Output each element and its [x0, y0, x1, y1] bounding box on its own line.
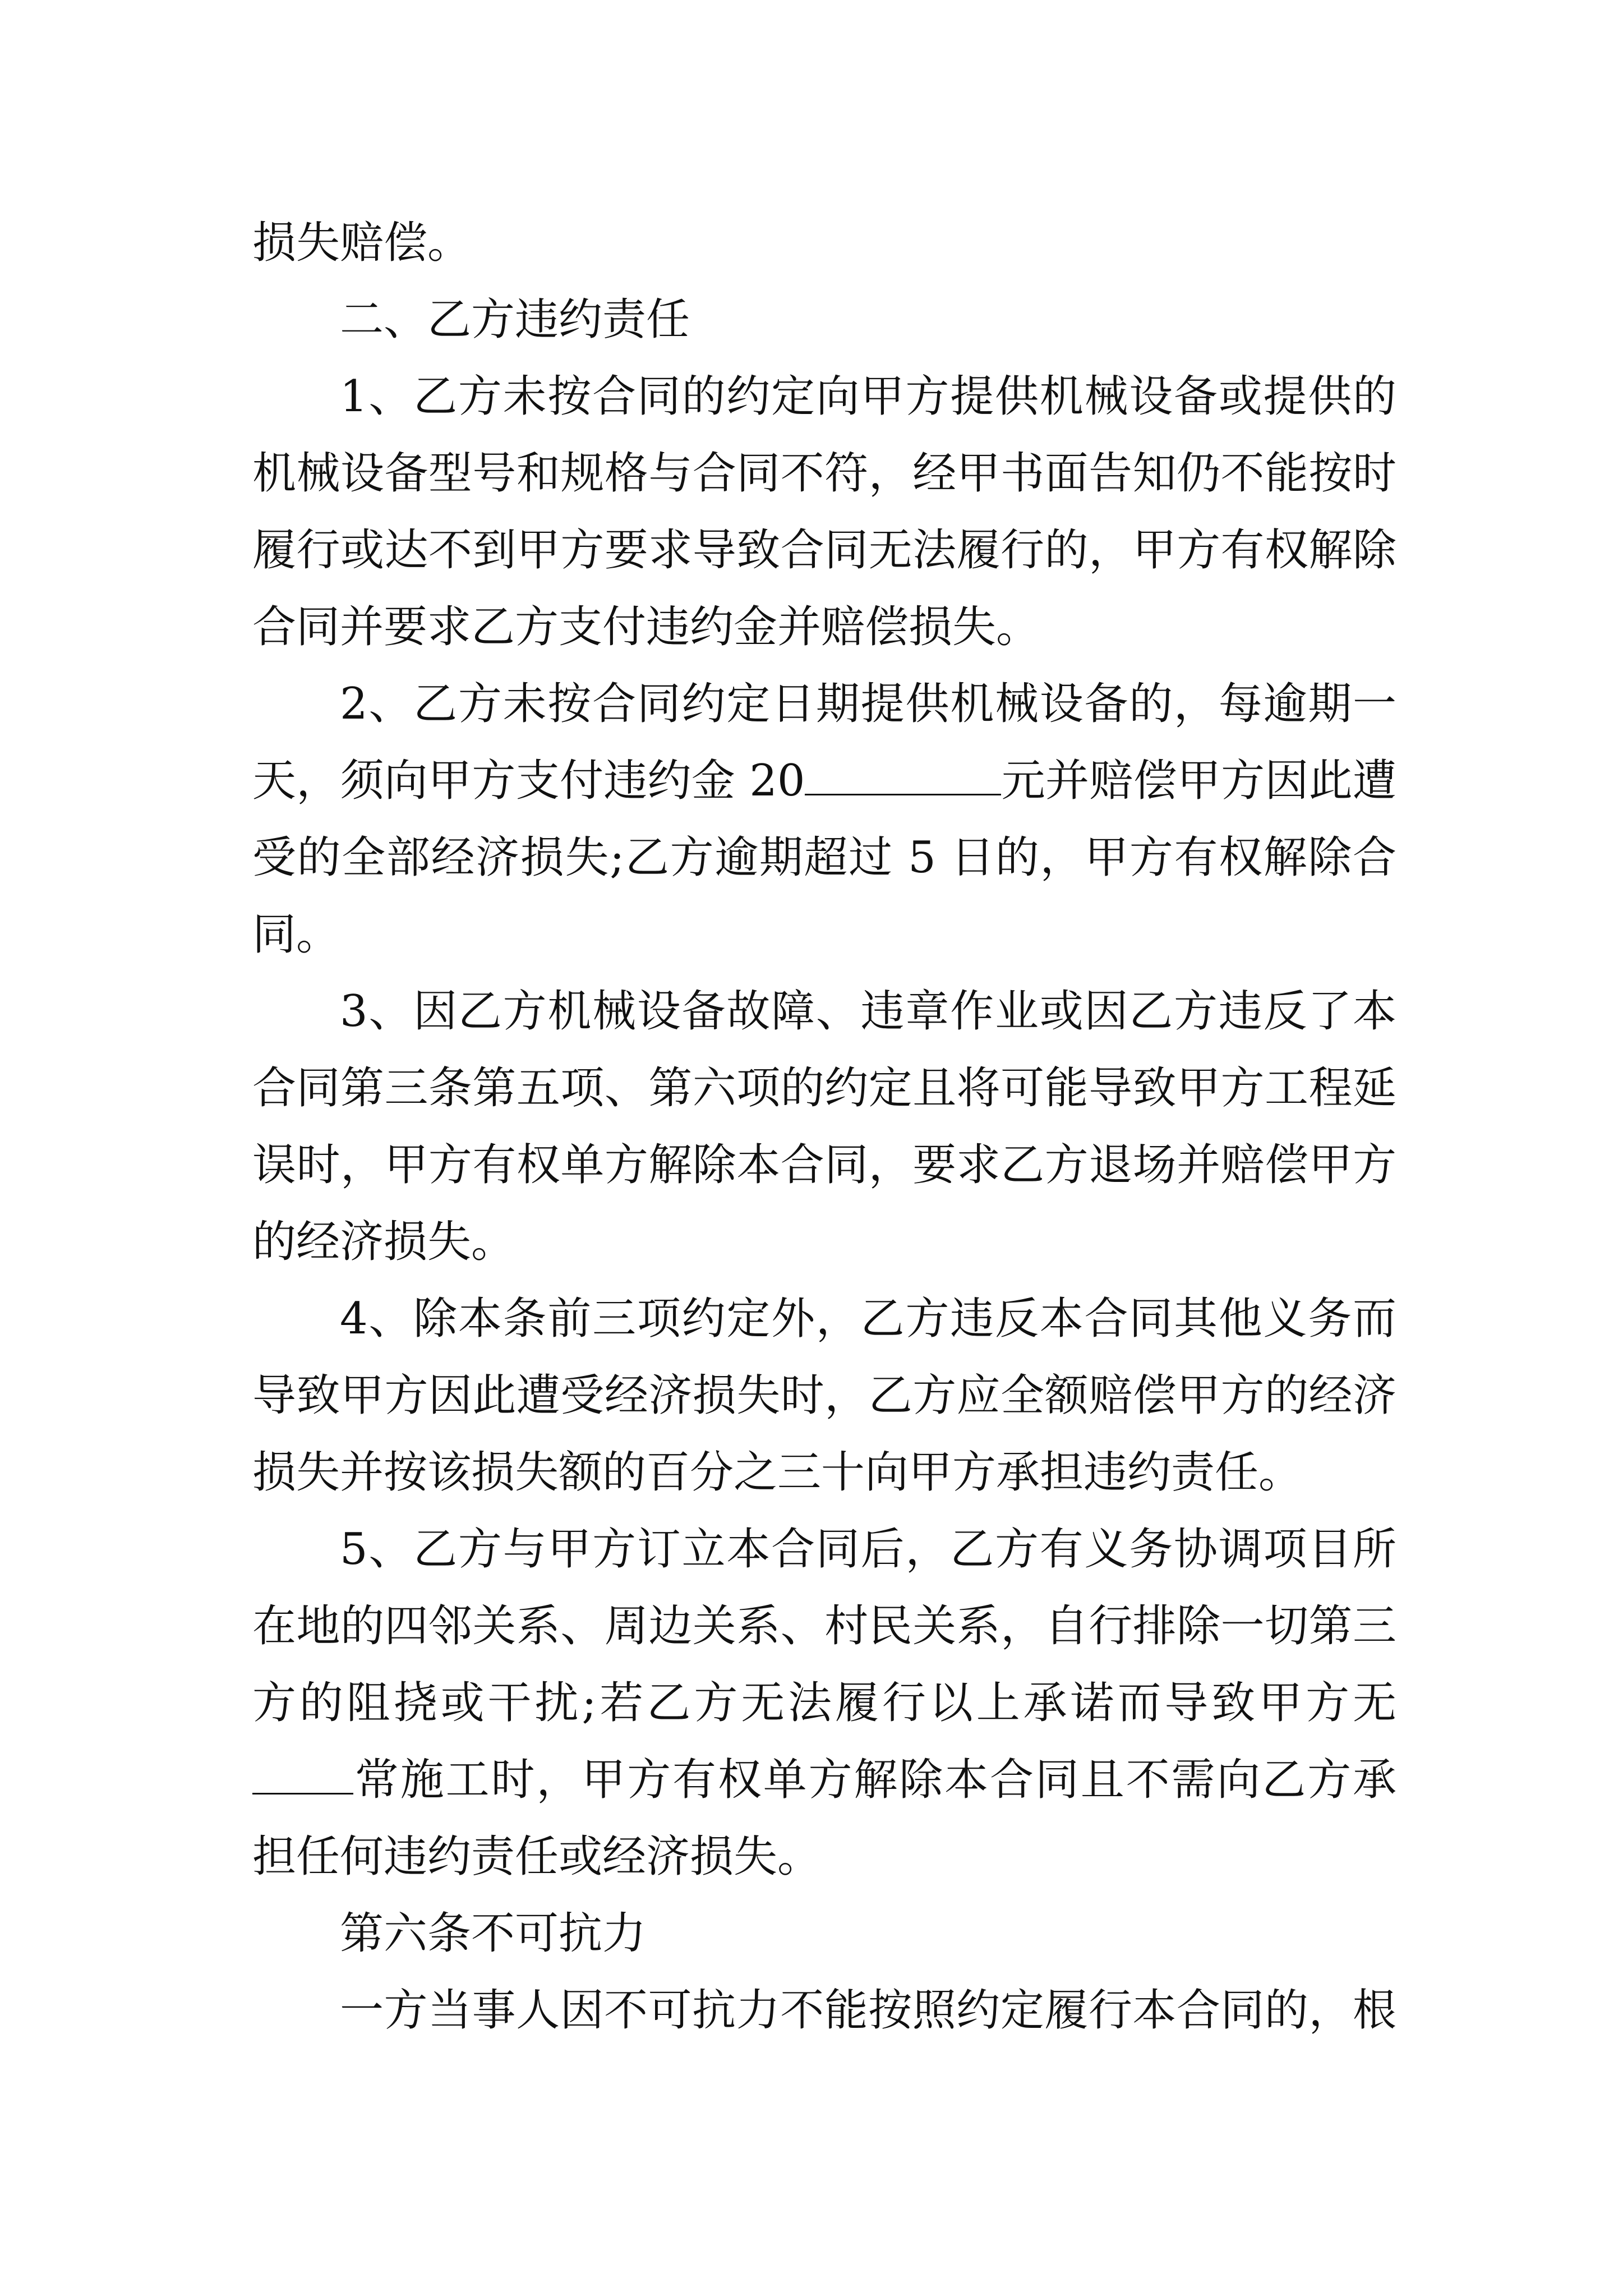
text-line: 的经济损失。: [252, 1217, 515, 1267]
text-line: 受的全部经济损失;乙方逾期超过 5 日的，甲方有权解除合: [252, 832, 1396, 883]
text-line: 3、因乙方机械设备故障、违章作业或因乙方违反了本: [340, 986, 1396, 1037]
text-line: 误时，甲方有权单方解除本合同，要求乙方退场并赔偿甲方: [252, 1140, 1396, 1190]
fill-in-blank: [805, 754, 1001, 795]
text-line: 2、乙方未按合同约定日期提供机械设备的，每逾期一: [340, 679, 1396, 729]
text-segment: 常施工时，甲方有权单方解除本合同且不需向乙方承: [353, 1755, 1396, 1805]
text-line: 合同第三条第五项、第六项的约定且将可能导致甲方工程延: [252, 1063, 1396, 1114]
article-heading: 第六条不可抗力: [340, 1908, 647, 1959]
text-line: 履行或达不到甲方要求导致合同无法履行的，甲方有权解除: [252, 525, 1396, 576]
text-segment: 元并赔偿甲方因此遭: [1001, 756, 1396, 806]
text-line: 机械设备型号和规格与合同不符，经甲书面告知仍不能按时: [252, 448, 1396, 499]
text-line: 1、乙方未按合同的约定向甲方提供机械设备或提供的: [340, 371, 1396, 422]
text-line: 一方当事人因不可抗力不能按照约定履行本合同的，根: [340, 1985, 1396, 2036]
fill-in-blank: [252, 1754, 353, 1795]
text-line: 担任何违约责任或经济损失。: [252, 1832, 822, 1882]
text-segment: 天，须向甲方支付违约金 20: [252, 756, 805, 806]
text-line: 4、除本条前三项约定外，乙方违反本合同其他义务而: [340, 1294, 1396, 1344]
text-line-with-blank: [252, 743, 1396, 820]
text-line: 5、乙方与甲方订立本合同后，乙方有义务协调项目所: [340, 1524, 1396, 1575]
text-line: 损失赔偿。: [252, 218, 472, 268]
section-heading: 二、乙方违约责任: [340, 295, 690, 345]
text-line: 方的阻挠或干扰;若乙方无法履行以上承诺而导致甲方无: [252, 1678, 1396, 1728]
text-line: 在地的四邻关系、周边关系、村民关系，自行排除一切第三: [252, 1601, 1396, 1651]
text-line-with-blank: [252, 1742, 1396, 1819]
text-line: 损失并按该损失额的百分之三十向甲方承担违约责任。: [252, 1447, 1303, 1498]
text-line: 合同并要求乙方支付违约金并赔偿损失。: [252, 602, 1040, 652]
document-page: [252, 205, 1396, 2049]
text-line: 同。: [252, 909, 340, 960]
text-line: 导致甲方因此遭受经济损失时，乙方应全额赔偿甲方的经济: [252, 1370, 1396, 1421]
